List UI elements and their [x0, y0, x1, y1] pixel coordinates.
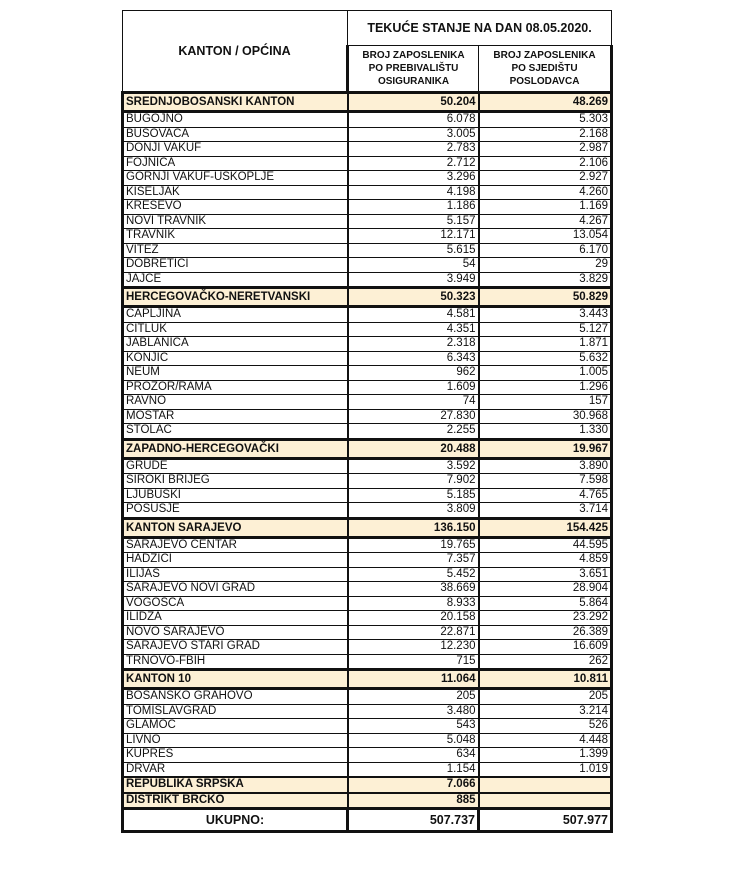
row-residence-value: 5.048: [348, 733, 479, 748]
municipality-row: [123, 380, 612, 395]
row-name: BUSOVAČA: [123, 127, 348, 142]
row-residence-value: 1.609: [348, 380, 479, 395]
row-employer-value: 526: [479, 719, 612, 734]
row-name: KREŠEVO: [123, 200, 348, 215]
row-name: NOVO SARAJEVO: [123, 625, 348, 640]
row-employer-value: 154.425: [479, 518, 612, 537]
row-employer-value: 1.169: [479, 200, 612, 215]
row-residence-value: 5.157: [348, 214, 479, 229]
row-residence-value: 5.615: [348, 243, 479, 258]
row-employer-value: 205: [479, 689, 612, 705]
row-name: VITEZ: [123, 243, 348, 258]
row-residence-value: 1.154: [348, 762, 479, 777]
row-employer-value: 262: [479, 654, 612, 670]
row-name: TRNOVO-FBIH: [123, 654, 348, 670]
municipality-row: [123, 424, 612, 440]
row-employer-value: 13.054: [479, 229, 612, 244]
row-name: SREDNJOBOSANSKI KANTON: [123, 93, 348, 112]
municipality-row: [123, 654, 612, 670]
row-name: ŠIROKI BRIJEG: [123, 474, 348, 489]
municipality-row: [123, 127, 612, 142]
municipality-row: [123, 409, 612, 424]
municipality-row: [123, 322, 612, 337]
row-employer-value: 10.811: [479, 670, 612, 689]
municipality-row: [123, 474, 612, 489]
municipality-row: [123, 553, 612, 568]
row-employer-value: 3.443: [479, 307, 612, 323]
row-name: JAJCE: [123, 272, 348, 288]
municipality-row: [123, 112, 612, 128]
row-residence-value: 634: [348, 748, 479, 763]
row-employer-value: 5.303: [479, 112, 612, 128]
row-name: KONJIC: [123, 351, 348, 366]
row-name: PROZOR/RAMA: [123, 380, 348, 395]
municipality-row: [123, 200, 612, 215]
header-residence-line: OSIGURANIKA: [377, 75, 450, 87]
row-employer-value: 2.987: [479, 142, 612, 157]
row-employer-value: 1.296: [479, 380, 612, 395]
row-employer-value: 26.389: [479, 625, 612, 640]
row-residence-value: 12.230: [348, 640, 479, 655]
row-residence-value: 38.669: [348, 582, 479, 597]
row-name: DRVAR: [123, 762, 348, 777]
municipality-row: [123, 537, 612, 553]
row-name: SARAJEVO STARI GRAD: [123, 640, 348, 655]
row-name: TOMISLAVGRAD: [123, 704, 348, 719]
row-name: SARAJEVO CENTAR: [123, 537, 348, 553]
total-row: [123, 809, 612, 832]
header-employer-line: BROJ ZAPOSLENIKA: [493, 49, 596, 61]
header-date-title: TEKUĆE STANJE NA DAN 08.05.2020.: [348, 11, 612, 46]
row-residence-value: 205: [348, 689, 479, 705]
row-employer-value: 16.609: [479, 640, 612, 655]
municipality-row: [123, 596, 612, 611]
row-name: ILIJAŠ: [123, 567, 348, 582]
header-row-title: [123, 11, 612, 46]
municipality-row: [123, 503, 612, 519]
row-employer-value: 4.267: [479, 214, 612, 229]
row-residence-value: 3.592: [348, 458, 479, 474]
row-employer-value: [479, 793, 612, 809]
municipality-row: [123, 395, 612, 410]
row-residence-value: 3.296: [348, 171, 479, 186]
municipality-row: [123, 156, 612, 171]
row-employer-value: 3.829: [479, 272, 612, 288]
municipality-row: [123, 258, 612, 273]
municipality-row: [123, 748, 612, 763]
kanton-row: [123, 93, 612, 112]
row-employer-value: 44.595: [479, 537, 612, 553]
row-employer-value: 4.765: [479, 488, 612, 503]
municipality-row: [123, 337, 612, 352]
row-name: ČAPLJINA: [123, 307, 348, 323]
row-name: KANTON 10: [123, 670, 348, 689]
row-name: HADŽIĆI: [123, 553, 348, 568]
row-name: ILIDŽA: [123, 611, 348, 626]
row-name: NOVI TRAVNIK: [123, 214, 348, 229]
row-name: BUGOJNO: [123, 112, 348, 128]
row-residence-value: 2.318: [348, 337, 479, 352]
header-residence-line: BROJ ZAPOSLENIKA: [362, 49, 465, 61]
header-residence-line: PO PREBIVALIŠTU: [368, 62, 459, 74]
row-residence-value: 543: [348, 719, 479, 734]
row-name: DOBRETIĆI: [123, 258, 348, 273]
row-residence-value: 20.158: [348, 611, 479, 626]
municipality-row: [123, 171, 612, 186]
kanton-row: [123, 518, 612, 537]
municipality-row: [123, 488, 612, 503]
municipality-row: [123, 185, 612, 200]
row-employer-value: 19.967: [479, 439, 612, 458]
row-residence-value: 8.933: [348, 596, 479, 611]
row-employer-value: [479, 777, 612, 793]
kanton-row: [123, 439, 612, 458]
row-employer-value: 4.448: [479, 733, 612, 748]
municipality-row: [123, 762, 612, 777]
row-employer-value: 5.632: [479, 351, 612, 366]
row-employer-value: 2.168: [479, 127, 612, 142]
municipality-row: [123, 458, 612, 474]
row-employer-value: 48.269: [479, 93, 612, 112]
row-employer-value: 1.399: [479, 748, 612, 763]
row-residence-value: 6.078: [348, 112, 479, 128]
row-employer-value: 1.330: [479, 424, 612, 440]
entity-row: [123, 777, 612, 793]
row-employer-value: 29: [479, 258, 612, 273]
row-name: LIVNO: [123, 733, 348, 748]
row-residence-value: 4.581: [348, 307, 479, 323]
total-label: UKUPNO:: [123, 809, 348, 832]
row-employer-value: 3.714: [479, 503, 612, 519]
row-name: LJUBUŠKI: [123, 488, 348, 503]
row-name: JABLANICA: [123, 337, 348, 352]
total-employer-value: 507.977: [479, 809, 612, 832]
row-residence-value: 27.830: [348, 409, 479, 424]
row-employer-value: 6.170: [479, 243, 612, 258]
row-residence-value: 7.357: [348, 553, 479, 568]
municipality-row: [123, 366, 612, 381]
municipality-row: [123, 625, 612, 640]
row-employer-value: 5.864: [479, 596, 612, 611]
row-name: POSUŠJE: [123, 503, 348, 519]
row-name: RAVNO: [123, 395, 348, 410]
row-name: REPUBLIKA SRPSKA: [123, 777, 348, 793]
municipality-row: [123, 229, 612, 244]
row-residence-value: 19.765: [348, 537, 479, 553]
municipality-row: [123, 243, 612, 258]
row-employer-value: 5.127: [479, 322, 612, 337]
row-name: KUPRES: [123, 748, 348, 763]
row-name: DISTRIKT BRČKO: [123, 793, 348, 809]
row-employer-value: 2.106: [479, 156, 612, 171]
row-employer-value: 1.019: [479, 762, 612, 777]
row-residence-value: 7.902: [348, 474, 479, 489]
row-name: SARAJEVO NOVI GRAD: [123, 582, 348, 597]
row-employer-value: 4.859: [479, 553, 612, 568]
row-name: KANTON SARAJEVO: [123, 518, 348, 537]
row-employer-value: 2.927: [479, 171, 612, 186]
municipality-row: [123, 567, 612, 582]
total-residence-value: 507.737: [348, 809, 479, 832]
row-name: BOSANSKO GRAHOVO: [123, 689, 348, 705]
row-residence-value: 962: [348, 366, 479, 381]
row-residence-value: 3.005: [348, 127, 479, 142]
row-employer-value: 3.651: [479, 567, 612, 582]
header-employer-column: [479, 45, 612, 92]
row-name: VOGOŠĆA: [123, 596, 348, 611]
row-residence-value: 22.871: [348, 625, 479, 640]
row-residence-value: 3.949: [348, 272, 479, 288]
row-residence-value: 136.150: [348, 518, 479, 537]
row-residence-value: 5.185: [348, 488, 479, 503]
row-name: GORNJI VAKUF-USKOPLJE: [123, 171, 348, 186]
municipality-row: [123, 307, 612, 323]
row-name: GLAMOČ: [123, 719, 348, 734]
row-name: HERCEGOVAČKO-NERETVANSKI: [123, 288, 348, 307]
municipality-row: [123, 351, 612, 366]
municipality-row: [123, 719, 612, 734]
row-name: STOLAC: [123, 424, 348, 440]
row-residence-value: 11.064: [348, 670, 479, 689]
municipality-row: [123, 142, 612, 157]
row-employer-value: 4.260: [479, 185, 612, 200]
row-employer-value: 50.829: [479, 288, 612, 307]
row-name: MOSTAR: [123, 409, 348, 424]
row-residence-value: 50.323: [348, 288, 479, 307]
row-name: ČITLUK: [123, 322, 348, 337]
municipality-row: [123, 733, 612, 748]
row-residence-value: 6.343: [348, 351, 479, 366]
row-employer-value: 1.871: [479, 337, 612, 352]
row-residence-value: 50.204: [348, 93, 479, 112]
row-residence-value: 54: [348, 258, 479, 273]
municipality-row: [123, 214, 612, 229]
municipality-row: [123, 582, 612, 597]
row-residence-value: 20.488: [348, 439, 479, 458]
row-employer-value: 3.890: [479, 458, 612, 474]
row-residence-value: 74: [348, 395, 479, 410]
kanton-row: [123, 670, 612, 689]
row-name: NEUM: [123, 366, 348, 381]
row-employer-value: 1.005: [479, 366, 612, 381]
row-name: TRAVNIK: [123, 229, 348, 244]
row-residence-value: 3.809: [348, 503, 479, 519]
row-residence-value: 2.712: [348, 156, 479, 171]
header-kanton-opcina: KANTON / OPĆINA: [123, 11, 348, 93]
municipality-row: [123, 704, 612, 719]
row-employer-value: 3.214: [479, 704, 612, 719]
row-residence-value: 4.351: [348, 322, 479, 337]
header-residence-column: [348, 45, 479, 92]
header-employer-line: PO SJEDIŠTU: [511, 62, 578, 74]
row-residence-value: 3.480: [348, 704, 479, 719]
row-name: FOJNICA: [123, 156, 348, 171]
row-residence-value: 4.198: [348, 185, 479, 200]
row-employer-value: 7.598: [479, 474, 612, 489]
row-residence-value: 1.186: [348, 200, 479, 215]
row-employer-value: 23.292: [479, 611, 612, 626]
row-employer-value: 30.968: [479, 409, 612, 424]
row-residence-value: 7.066: [348, 777, 479, 793]
municipality-row: [123, 640, 612, 655]
row-employer-value: 157: [479, 395, 612, 410]
row-residence-value: 12.171: [348, 229, 479, 244]
header-employer-line: POSLODAVCA: [509, 75, 580, 87]
municipality-row: [123, 689, 612, 705]
municipality-row: [123, 611, 612, 626]
row-residence-value: 5.452: [348, 567, 479, 582]
row-name: GRUDE: [123, 458, 348, 474]
row-residence-value: 2.255: [348, 424, 479, 440]
row-name: KISELJAK: [123, 185, 348, 200]
kanton-row: [123, 288, 612, 307]
row-name: ZAPADNO-HERCEGOVAČKI: [123, 439, 348, 458]
row-residence-value: 885: [348, 793, 479, 809]
entity-row: [123, 793, 612, 809]
row-residence-value: 2.783: [348, 142, 479, 157]
employment-table: [121, 10, 613, 833]
table-body: [123, 93, 612, 809]
row-name: DONJI VAKUF: [123, 142, 348, 157]
row-employer-value: 28.904: [479, 582, 612, 597]
row-residence-value: 715: [348, 654, 479, 670]
municipality-row: [123, 272, 612, 288]
